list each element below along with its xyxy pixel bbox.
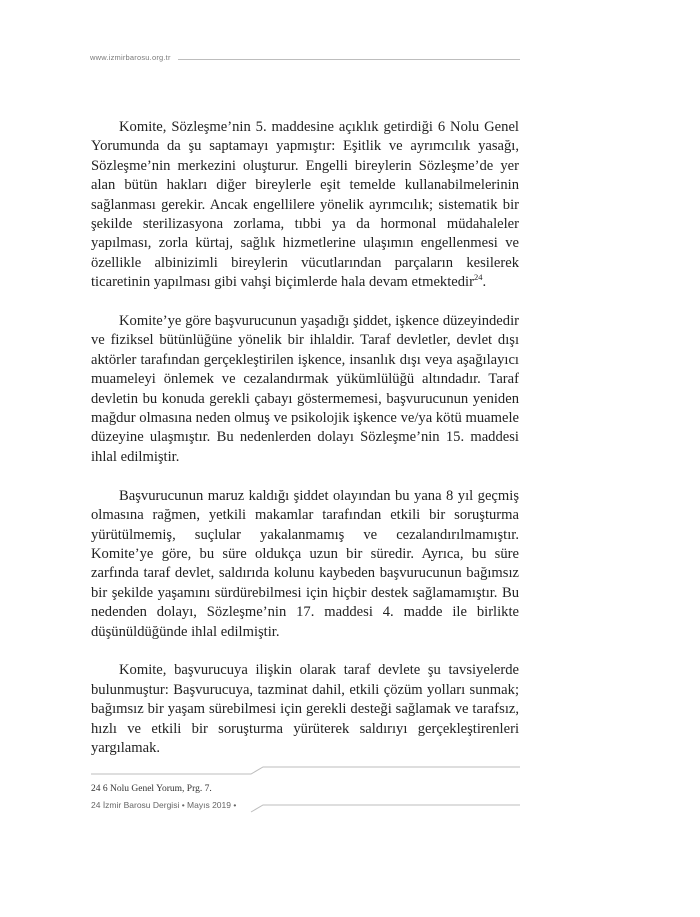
paragraph <box>91 118 519 293</box>
footer-text: 24 İzmir Barosu Dergisi • Mayıs 2019 • <box>91 800 240 810</box>
paragraph: Komite’ye göre başvurucunun yaşadığı şiddet, işkence düzeyindedir ve fiziksel bütünlüğüne yönelik bir ihlaldir. Taraf devletler, devlet dışı aktörler tarafından gerçekleştirilen işkence, insanlık dışı veya aşağılayıcı muameleyi önlemek ve cezalandırmak yükümlülüğü altındadır. Taraf devletin bu konuda gerekli çabayı göstermemesi, başvurucunun yeniden mağdur olmasına neden olmuş ve psikolojik işkence ve/ya kötü muamele düzeyine ulaşmıştır. Bu nedenlerden dolayı Sözleşme’nin 15. maddesi ihlal edilmiştir. <box>91 313 519 465</box>
page-footer <box>91 798 520 814</box>
footnote-number: 24 <box>91 784 101 794</box>
header-rule <box>178 59 520 60</box>
footnote-reference: 24 <box>473 272 483 283</box>
paragraph-end: . <box>482 274 487 291</box>
page-header <box>90 53 520 67</box>
body-text <box>91 118 519 778</box>
paragraph-text: Komite, Sözleşme’nin 5. maddesine açıklık getirdiği 6 Nolu Genel Yorumunda da şu saptamayı yapmıştır: Eşitlik ve ayrımcılık yasağı, Sözleşme’nin merkezini oluşturur. Engelli bireylerin Sözleşme’de yer alan bütün hakları diğer bireylerle eşit temelde kullanabilmelerinin sağlanması gerekir. Ancak engellilere yönelik ayrımcılık; sistematik bir şekilde sterilizasyona zorlama, tıbbi ya da hormonal müdahaleler yapılması, zorla kürtaj, sağlık hizmetlerine ulaşımın engellenmesi ve özellikle albinizimli bireylerin vücutlarından parçaların kesilerek ticaretinin yapılması gibi vahşi biçimlerde hala devam etmektedir <box>91 119 519 291</box>
paragraph: Başvurucunun maruz kaldığı şiddet olayından bu yana 8 yıl geçmiş olmasına rağmen, yetkili makamlar tarafından etkili bir soruşturma yürütülmemiş, suçlular yakalanmamış ve cezalandırılmamıştır. Komite’ye göre, bu süre oldukça uzun bir süredir. Ayrıca, bu süre zarfında taraf devlet, saldırıda kolunu kaybeden başvurucunun bağımsız bir şekilde yaşamını sürdürebilmesi için hiçbir destek sağlamamıştır. Bu nedenden dolayı, Sözleşme’nin 17. maddesi 4. madde ile birlikte düşünüldüğünde ihlal edilmiştir. <box>91 487 519 640</box>
paragraph: Komite, başvurucuya ilişkin olarak taraf devlete şu tavsiyelerde bulunmuştur: Başvurucuya, tazminat dahil, etkili çözüm yolları sunmak; bağımsız bir yaşam sürebilmesi için gerekli desteği sağlamak ve tarafsız, hızlı ve etkili bir soruşturma yürüterek saldırıyı gerçekleştirenleri yargılamak. <box>91 662 519 756</box>
footnote-separator <box>91 763 520 775</box>
header-url: www.izmirbarosu.org.tr <box>90 53 174 62</box>
footnote <box>91 783 519 795</box>
footnote-text: 6 Nolu Genel Yorum, Prg. 7. <box>102 784 212 794</box>
